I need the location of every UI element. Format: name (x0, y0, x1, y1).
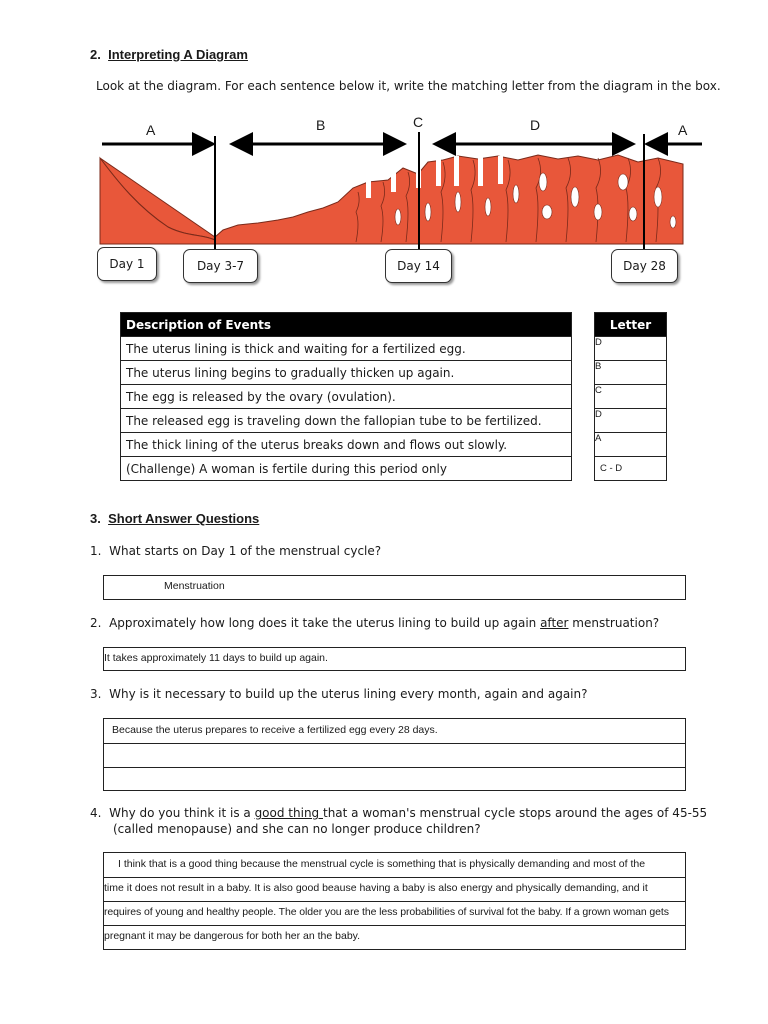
question-4: 4. Why do you think it is a good thing that a woman's menstrual cycle stops around the ages of 45-55 (90, 806, 708, 820)
section-3-title: 3. Short Answer Questions (90, 511, 260, 526)
question-3: 3. Why is it necessary to build up the uterus lining every month, again and again? (90, 687, 588, 701)
answer-1-field[interactable] (103, 575, 686, 600)
answer-1-text: Menstruation (164, 580, 225, 592)
answer-4-line: I think that is a good thing because the menstrual cycle is something that is physically demanding and most of the (118, 858, 646, 870)
table-row: The uterus lining begins to gradually thicken up again. (121, 361, 572, 385)
uterus-lining-shape (100, 155, 683, 244)
table-row: The egg is released by the ovary (ovulation). (121, 385, 572, 409)
answer-2-field[interactable] (103, 647, 686, 671)
phase-label-b: B (316, 117, 326, 133)
table-row: The uterus lining is thick and waiting for a fertilized egg. (121, 337, 572, 361)
phase-label-c: C (413, 114, 424, 130)
phase-label-d: D (530, 117, 541, 133)
section-2-title-text: Interpreting A Diagram (108, 47, 248, 62)
letter-answer-field[interactable]: A (595, 433, 667, 457)
phase-label-a: A (146, 122, 156, 138)
day-1-box: Day 1 (97, 247, 157, 281)
answer-3-text: Because the uterus prepares to receive a fertilized egg every 28 days. (112, 724, 438, 736)
letter-answer-field[interactable]: D (595, 409, 667, 433)
question-1: 1. What starts on Day 1 of the menstrual cycle? (90, 544, 382, 558)
answer-line (104, 743, 685, 744)
letter-answer-field[interactable]: C (595, 385, 667, 409)
letter-table (594, 312, 667, 481)
letter-answer-field[interactable]: B (595, 361, 667, 385)
phase-label-a-end: A (678, 122, 688, 138)
answer-line (104, 901, 685, 902)
day-3-7-box: Day 3-7 (183, 249, 258, 283)
instruction-text: Look at the diagram. For each sentence below it, write the matching letter from the diagram in the box. (96, 79, 721, 93)
answer-3-field[interactable] (103, 718, 686, 791)
answer-4-field[interactable] (103, 852, 686, 950)
section-3-title-text: Short Answer Questions (108, 511, 260, 526)
letter-answer-field[interactable]: C - D (595, 457, 667, 481)
answer-line (104, 767, 685, 768)
answer-line (104, 877, 685, 878)
letter-header: Letter (595, 313, 667, 337)
answer-4-line: pregnant it may be dangerous for both her an the baby. (104, 930, 361, 942)
section-2-title: 2. Interpreting A Diagram (90, 47, 248, 62)
answer-line (104, 925, 685, 926)
question-2: 2. Approximately how long does it take the uterus lining to build up again after menstruation? (90, 616, 660, 630)
letter-answer-field[interactable]: D (595, 337, 667, 361)
answer-2-text: It takes approximately 11 days to build up again. (104, 652, 328, 664)
description-table (120, 312, 572, 481)
answer-4-line: requires of young and healthy people. The older you are the less probabilities of survival fot the baby. If a grown woman gets (104, 906, 669, 918)
answer-4-line: time it does not result in a baby. It is also good beause having a baby is also energy and physically demanding, and it (104, 882, 648, 894)
table-row: The thick lining of the uterus breaks down and flows out slowly. (121, 433, 572, 457)
day-28-box: Day 28 (611, 249, 678, 283)
question-4-line-2: (called menopause) and she can no longer produce children? (113, 822, 481, 836)
table-row: The released egg is traveling down the fallopian tube to be fertilized. (121, 409, 572, 433)
description-header: Description of Events (121, 313, 572, 337)
table-row: (Challenge) A woman is fertile during this period only (121, 457, 572, 481)
day-14-box: Day 14 (385, 249, 452, 283)
